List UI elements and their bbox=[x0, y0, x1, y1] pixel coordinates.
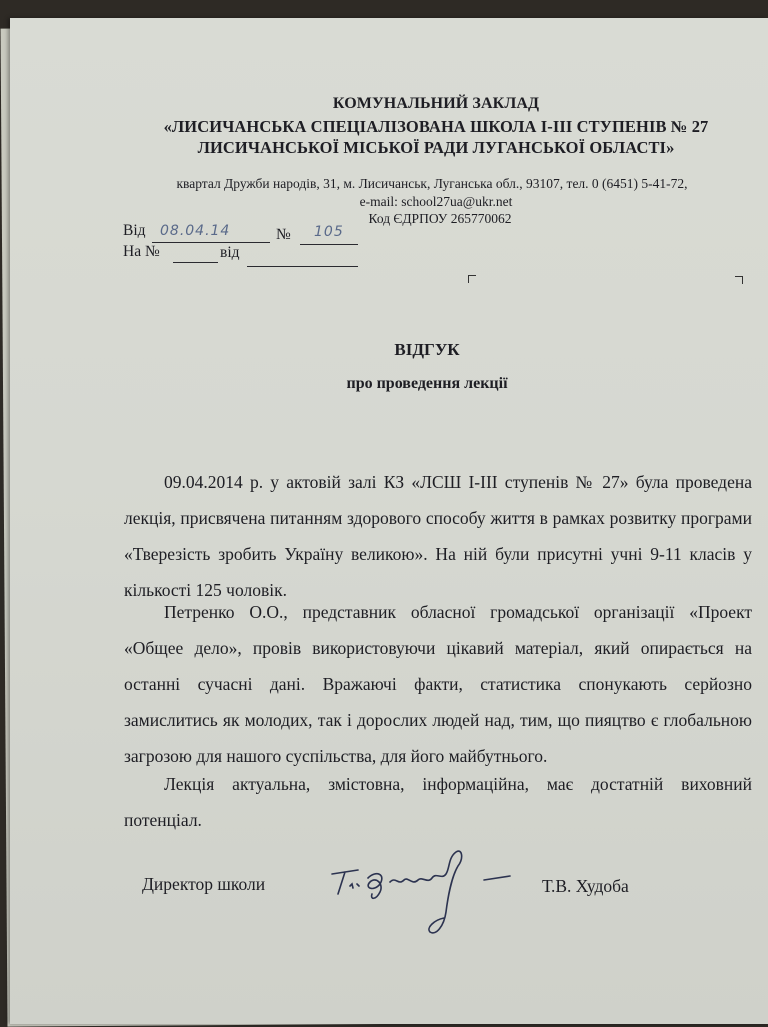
reply-date-underline bbox=[247, 266, 358, 267]
from-date-underline bbox=[152, 242, 270, 243]
header-address: квартал Дружби народів, 31, м. Лисичанськ, Луганська обл., 93107, тел. 0 (6451) 5-41-72, bbox=[176, 176, 688, 191]
number-label: № bbox=[276, 226, 291, 243]
header-line-3: ЛИСИЧАНСЬКОЇ МІСЬКОЇ РАДИ ЛУГАНСЬКОЇ ОБЛАСТІ» bbox=[197, 138, 675, 157]
number-underline bbox=[300, 244, 358, 245]
corner-mark-right bbox=[735, 276, 743, 284]
signatory-name: Т.В. Худоба bbox=[542, 876, 629, 896]
reply-date-label: від bbox=[220, 244, 240, 261]
number-handwritten: 105 bbox=[314, 224, 344, 240]
header-code: Код ЄДРПОУ 265770062 bbox=[368, 211, 512, 226]
paragraph-2: Петренко О.О., представник обласної громадської організації «Проект «Общее дело», провів використовуючи цікавий матеріал, який опирається на останні сучасні дані. Вражаючі факти, статистика спонукають серйозно замислитись як молодих, так і дорослих людей над, тим, що пияцтво є глобальною загрозою для нашого суспільства, для його майбутнього. bbox=[124, 602, 752, 766]
paragraph-1: 09.04.2014 р. у актовій залі КЗ «ЛСШ І-ІІІ ступенів № 27» була проведена лекція, присвячена питанням здорового способу життя в рамках розвитку програми «Тверезість зробить Україну великою». На ній були присутні учні 9-11 класів у кількості 125 чоловік. bbox=[124, 472, 752, 600]
from-date-handwritten: 08.04.14 bbox=[160, 223, 231, 239]
reply-number-underline bbox=[173, 262, 218, 263]
from-label: Від bbox=[123, 222, 146, 239]
header-line-2: «ЛИСИЧАНСЬКА СПЕЦІАЛІЗОВАНА ШКОЛА І-ІІІ СТУПЕНІВ № 27 bbox=[163, 117, 709, 136]
signature-role: Директор школи bbox=[142, 874, 266, 894]
corner-mark-left bbox=[468, 275, 476, 283]
reply-label: На № bbox=[123, 243, 160, 260]
header-email: e-mail: school27ua@ukr.net bbox=[359, 194, 513, 209]
document-title: ВІДГУК bbox=[394, 340, 460, 359]
paragraph-3: Лекція актуальна, змістовна, інформаційна, має достатній виховний потенціал. bbox=[124, 774, 752, 830]
handwritten-signature bbox=[318, 838, 518, 958]
document-subtitle: про проведення лекції bbox=[346, 375, 508, 392]
header-line-1: КОМУНАЛЬНИЙ ЗАКЛАД bbox=[332, 95, 540, 112]
